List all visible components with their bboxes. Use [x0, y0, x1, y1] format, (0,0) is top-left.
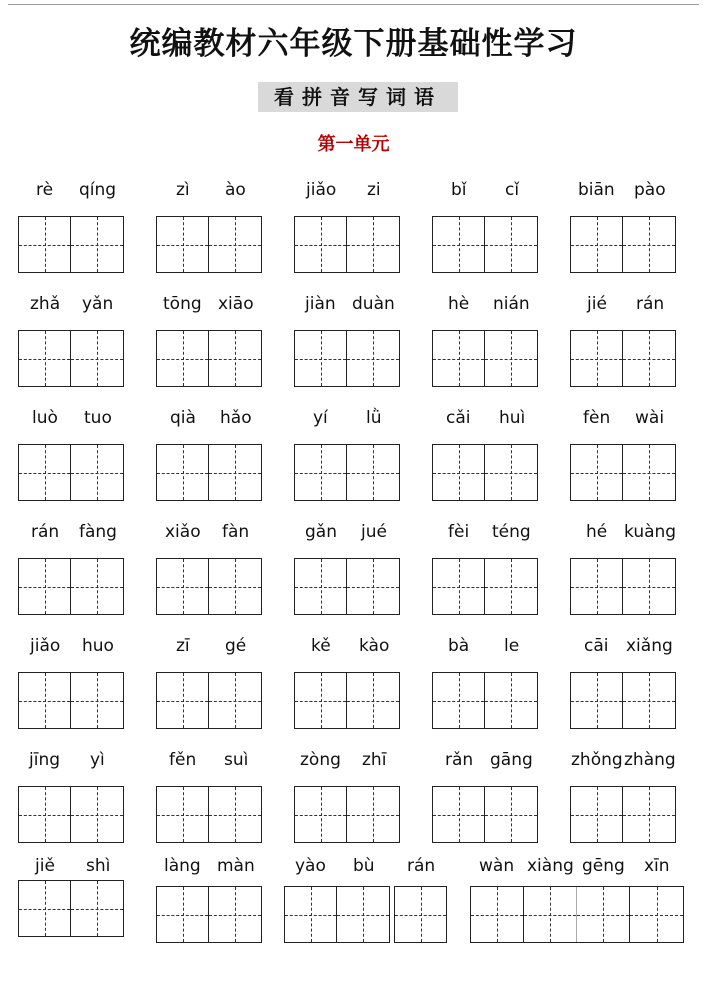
tianzige-cell[interactable] [209, 673, 261, 728]
pinyin-label: jié [587, 294, 607, 314]
pinyin-label: zhàng [624, 750, 676, 770]
pinyin-label: fàn [222, 522, 250, 542]
tianzige-cell[interactable] [209, 445, 261, 500]
writing-grid[interactable] [432, 672, 538, 729]
writing-grid[interactable] [432, 786, 538, 843]
writing-grid[interactable] [156, 444, 262, 501]
tianzige-cell[interactable] [571, 445, 623, 500]
tianzige-cell[interactable] [209, 217, 261, 272]
writing-grid[interactable] [570, 558, 676, 615]
tianzige-cell[interactable] [485, 445, 537, 500]
writing-grid[interactable] [156, 786, 262, 843]
pinyin-label: kuàng [624, 522, 677, 542]
tianzige-cell[interactable] [630, 887, 683, 942]
tianzige-cell[interactable] [285, 887, 337, 942]
tianzige-cell[interactable] [347, 445, 399, 500]
tianzige-cell[interactable] [347, 331, 399, 386]
tianzige-cell[interactable] [19, 673, 71, 728]
tianzige-cell[interactable] [295, 217, 347, 272]
pinyin-label: biān [578, 180, 615, 200]
tianzige-cell[interactable] [295, 559, 347, 614]
tianzige-cell[interactable] [157, 559, 209, 614]
writing-grid[interactable] [294, 216, 400, 273]
tianzige-cell[interactable] [571, 331, 623, 386]
pinyin-label: jiǎo [30, 636, 61, 656]
pinyin-label: fěn [169, 750, 197, 770]
tianzige-cell[interactable] [19, 881, 71, 936]
tianzige-cell[interactable] [71, 787, 123, 842]
writing-grid[interactable] [156, 216, 262, 273]
pinyin-label: hè [448, 294, 470, 314]
pinyin-label: zì [176, 180, 190, 200]
writing-grid[interactable] [18, 786, 124, 843]
tianzige-cell[interactable] [623, 787, 675, 842]
writing-grid[interactable] [432, 558, 538, 615]
writing-grid[interactable] [156, 672, 262, 729]
pinyin-label: fèn [583, 408, 611, 428]
pinyin-label: duàn [352, 294, 395, 314]
pinyin-label: xiǎo [165, 522, 201, 542]
pinyin-label: làng [164, 856, 201, 876]
pinyin-label: jué [361, 522, 387, 542]
writing-grid[interactable] [470, 886, 684, 943]
tianzige-cell[interactable] [623, 445, 675, 500]
tianzige-cell[interactable] [623, 559, 675, 614]
writing-grid[interactable] [570, 786, 676, 843]
pinyin-label: qíng [79, 180, 117, 200]
tianzige-cell[interactable] [571, 673, 623, 728]
pinyin-label: ào [225, 180, 246, 200]
pinyin-label: zi [367, 180, 381, 200]
pinyin-label: pào [634, 180, 666, 200]
unit-heading: 第一单元 [317, 134, 390, 155]
tianzige-cell[interactable] [157, 445, 209, 500]
pinyin-label: lǜ [366, 408, 382, 428]
writing-grid[interactable] [284, 886, 390, 943]
tianzige-cell[interactable] [157, 673, 209, 728]
tianzige-cell[interactable] [433, 445, 485, 500]
pinyin-label: yǎn [82, 294, 114, 314]
pinyin-label: bǐ [451, 180, 467, 200]
pinyin-label: hé [586, 522, 608, 542]
tianzige-cell[interactable] [485, 673, 537, 728]
tianzige-cell[interactable] [471, 887, 524, 942]
writing-grid[interactable] [18, 558, 124, 615]
page-title: 统编教材六年级下册基础性学习 [129, 26, 578, 62]
writing-grid[interactable] [294, 672, 400, 729]
writing-grid[interactable] [156, 558, 262, 615]
pinyin-label: cāi [584, 636, 609, 656]
pinyin-label: zòng [300, 750, 341, 770]
pinyin-label: gāng [490, 750, 533, 770]
tianzige-cell[interactable] [19, 445, 71, 500]
pinyin-label: wài [635, 408, 665, 428]
tianzige-cell[interactable] [524, 887, 577, 942]
tianzige-cell[interactable] [295, 331, 347, 386]
tianzige-cell[interactable] [71, 331, 123, 386]
writing-grid[interactable] [570, 330, 676, 387]
tianzige-cell[interactable] [157, 217, 209, 272]
pinyin-label: bù [353, 856, 375, 876]
pinyin-label: cǎi [446, 408, 471, 428]
pinyin-label: huo [82, 636, 114, 656]
writing-grid[interactable] [156, 886, 262, 943]
top-rule [8, 4, 699, 5]
writing-grid[interactable] [432, 216, 538, 273]
tianzige-cell[interactable] [571, 217, 623, 272]
tianzige-cell[interactable] [157, 887, 209, 942]
pinyin-label: rè [36, 180, 54, 200]
tianzige-cell[interactable] [347, 217, 399, 272]
pinyin-label: yí [313, 408, 328, 428]
writing-grid[interactable] [156, 330, 262, 387]
tianzige-cell[interactable] [71, 673, 123, 728]
tianzige-cell[interactable] [623, 331, 675, 386]
tianzige-cell[interactable] [485, 559, 537, 614]
pinyin-label: kě [311, 636, 331, 656]
pinyin-label: rán [407, 856, 436, 876]
tianzige-cell[interactable] [485, 331, 537, 386]
section-subtitle: 看拼音写词语 [258, 82, 458, 112]
pinyin-label: suì [224, 750, 249, 770]
tianzige-cell[interactable] [19, 331, 71, 386]
writing-grid[interactable] [394, 886, 447, 943]
writing-grid[interactable] [570, 444, 676, 501]
pinyin-label: jīng [29, 750, 61, 770]
pinyin-label: luò [32, 408, 58, 428]
writing-grid[interactable] [18, 444, 124, 501]
tianzige-cell[interactable] [295, 445, 347, 500]
pinyin-label: tōng [163, 294, 202, 314]
pinyin-label: yào [295, 856, 326, 876]
tianzige-cell[interactable] [433, 787, 485, 842]
tianzige-cell[interactable] [433, 559, 485, 614]
writing-grid[interactable] [432, 330, 538, 387]
pinyin-label: xiǎng [626, 636, 673, 656]
tianzige-cell[interactable] [71, 881, 123, 936]
pinyin-label: rǎn [445, 750, 474, 770]
pinyin-label: le [504, 636, 520, 656]
tianzige-cell[interactable] [19, 559, 71, 614]
pinyin-label: gé [225, 636, 247, 656]
pinyin-label: qià [170, 408, 196, 428]
tianzige-cell[interactable] [347, 559, 399, 614]
pinyin-label: téng [492, 522, 531, 542]
pinyin-label: zī [176, 636, 190, 656]
tianzige-cell[interactable] [295, 673, 347, 728]
tianzige-cell[interactable] [209, 887, 261, 942]
tianzige-cell[interactable] [209, 331, 261, 386]
tianzige-cell[interactable] [623, 217, 675, 272]
writing-grid[interactable] [18, 672, 124, 729]
writing-grid[interactable] [294, 558, 400, 615]
tianzige-cell[interactable] [347, 673, 399, 728]
writing-grid[interactable] [18, 330, 124, 387]
pinyin-label: xiāo [218, 294, 254, 314]
tianzige-cell[interactable] [209, 559, 261, 614]
pinyin-label: jiǎo [306, 180, 337, 200]
pinyin-label: cǐ [505, 180, 520, 200]
pinyin-label: xīn [644, 856, 670, 876]
pinyin-label: gēng [582, 856, 625, 876]
pinyin-label: zhǒng [571, 750, 623, 770]
pinyin-label: tuo [84, 408, 112, 428]
writing-grid[interactable] [294, 786, 400, 843]
pinyin-label: gǎn [305, 522, 337, 542]
pinyin-label: shì [86, 856, 111, 876]
tianzige-cell[interactable] [395, 887, 446, 942]
tianzige-cell[interactable] [623, 673, 675, 728]
pinyin-label: fèi [448, 522, 470, 542]
tianzige-cell[interactable] [157, 331, 209, 386]
tianzige-cell[interactable] [157, 787, 209, 842]
tianzige-cell[interactable] [571, 787, 623, 842]
pinyin-label: fàng [79, 522, 117, 542]
tianzige-cell[interactable] [485, 787, 537, 842]
tianzige-cell[interactable] [433, 217, 485, 272]
tianzige-cell[interactable] [571, 559, 623, 614]
tianzige-cell[interactable] [433, 331, 485, 386]
writing-grid[interactable] [18, 216, 124, 273]
pinyin-label: zhǎ [30, 294, 61, 314]
pinyin-label: jiě [35, 856, 55, 876]
writing-grid[interactable] [570, 216, 676, 273]
pinyin-label: bà [448, 636, 470, 656]
pinyin-label: kào [359, 636, 390, 656]
pinyin-label: huì [499, 408, 526, 428]
tianzige-cell[interactable] [485, 217, 537, 272]
tianzige-cell[interactable] [337, 887, 389, 942]
pinyin-label: hǎo [220, 408, 252, 428]
writing-grid[interactable] [432, 444, 538, 501]
writing-grid[interactable] [294, 330, 400, 387]
tianzige-cell[interactable] [19, 217, 71, 272]
pinyin-label: rán [636, 294, 665, 314]
tianzige-cell[interactable] [71, 217, 123, 272]
pinyin-label: màn [217, 856, 255, 876]
tianzige-cell[interactable] [19, 787, 71, 842]
tianzige-cell[interactable] [209, 787, 261, 842]
tianzige-cell[interactable] [577, 887, 630, 942]
writing-grid[interactable] [294, 444, 400, 501]
tianzige-cell[interactable] [433, 673, 485, 728]
pinyin-label: rán [31, 522, 60, 542]
pinyin-label: nián [493, 294, 530, 314]
tianzige-cell[interactable] [71, 559, 123, 614]
pinyin-label: xiàng [527, 856, 574, 876]
tianzige-cell[interactable] [347, 787, 399, 842]
tianzige-cell[interactable] [71, 445, 123, 500]
writing-grid[interactable] [570, 672, 676, 729]
pinyin-label: jiàn [305, 294, 336, 314]
tianzige-cell[interactable] [295, 787, 347, 842]
pinyin-label: zhī [362, 750, 387, 770]
writing-grid[interactable] [18, 880, 124, 937]
pinyin-label: wàn [479, 856, 515, 876]
pinyin-label: yì [90, 750, 105, 770]
